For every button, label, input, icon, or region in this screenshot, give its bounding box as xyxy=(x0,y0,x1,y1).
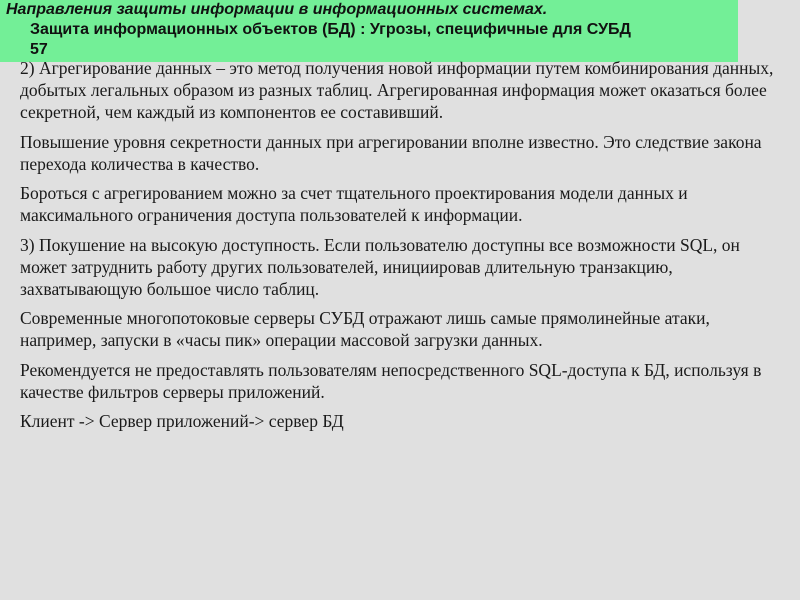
paragraph-countermeasure: Бороться с агрегированием можно за счет тщательного проектирования модели данных и максимального ограничения доступа пользователей к информации. xyxy=(20,183,688,225)
slide-body xyxy=(20,57,780,440)
paragraph-availability: 3) Покушение на высокую доступность. Если пользователю доступны все возможности SQL, он может затруднить работу других пользователей, инициировав длительную транзакцию, захватывающую большое число таблиц. xyxy=(20,234,740,299)
paragraph-servers: Современные многопотоковые серверы СУБД отражают лишь самые прямолинейные атаки, например, запуски в «часы пик» операции массовой загрузки данных. xyxy=(20,308,710,350)
paragraph-aggregation: 2) Агрегирование данных – это метод получения новой информации путем комбинирования данных, добытых легальных образом из разных таблиц. Агрегированная информация может оказаться более секретной, чем каждый из компонентов ее составивший. xyxy=(20,58,774,122)
paragraph-secrecy: Повышение уровня секретности данных при агрегировании вполне известно. Это следствие закона перехода количества в качество. xyxy=(20,131,762,174)
paragraph-architecture: Клиент -> Сервер приложений-> сервер БД xyxy=(20,411,344,431)
slide-subtitle: Защита информационных объектов (БД) : Угрозы, специфичные для СУБД xyxy=(30,21,631,38)
paragraph-recommendation: Рекомендуется не предоставлять пользователям непосредственного SQL-доступа к БД, используя в качестве фильтров серверы приложений. xyxy=(20,359,762,402)
slide-number: 57 xyxy=(30,41,48,57)
slide-title: Направления защиты информации в информационных системах. xyxy=(6,1,548,18)
